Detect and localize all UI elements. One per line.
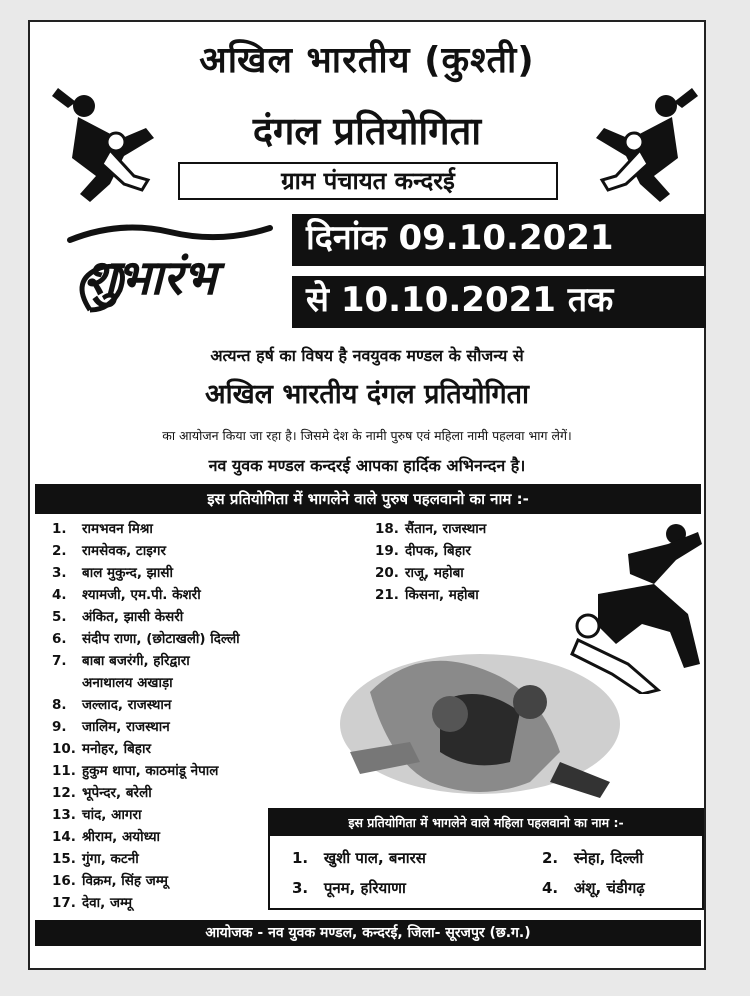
intro-line-3: का आयोजन किया जा रहा है। जिसमे देश के नामी पुरुष एवं महिला नामी पहलवा भाग लेगें। bbox=[162, 428, 572, 443]
men-list-item bbox=[52, 540, 240, 562]
men-list-num: 3. bbox=[52, 565, 67, 581]
women-entry-num: 2. bbox=[542, 849, 559, 867]
men-list-num: 2. bbox=[52, 543, 67, 559]
men-list-item bbox=[52, 716, 240, 738]
men-list-name: विक्रम, सिंह जम्मू bbox=[82, 873, 168, 889]
poster bbox=[28, 20, 706, 970]
men-list-item bbox=[52, 584, 240, 606]
women-entry-name: अंशू, चंडीगढ़ bbox=[573, 879, 645, 897]
men-list-item bbox=[52, 826, 240, 848]
men-list-num: 12. bbox=[52, 785, 76, 801]
men-list-name: बाल मुकुन्द, झासी bbox=[82, 565, 173, 581]
women-list-box bbox=[268, 808, 704, 910]
men-list-item bbox=[52, 760, 240, 782]
men-list-item bbox=[52, 518, 240, 540]
shubharambh-text: शुभारंभ bbox=[84, 250, 217, 306]
men-list-item bbox=[375, 540, 486, 562]
men-list-item bbox=[52, 848, 240, 870]
women-entry-name: खुशी पाल, बनारस bbox=[323, 849, 426, 867]
shubharambh-calligraphy bbox=[60, 210, 280, 320]
men-list-item bbox=[375, 562, 486, 584]
men-list-item bbox=[375, 518, 486, 540]
women-entry-num: 3. bbox=[292, 879, 309, 897]
men-list-item bbox=[52, 804, 240, 826]
men-list-num: 17. bbox=[52, 895, 76, 911]
men-list-name: श्यामजी, एम.पी. केशरी bbox=[82, 587, 201, 603]
men-list-name: सैंतान, राजस्थान bbox=[405, 521, 487, 537]
men-list-col-1 bbox=[52, 518, 240, 914]
men-list-num: 14. bbox=[52, 829, 76, 845]
men-list-num: 4. bbox=[52, 587, 67, 603]
women-entry bbox=[542, 848, 643, 868]
women-entry-name: स्नेहा, दिल्ली bbox=[573, 849, 644, 867]
intro-line-1: अत्यन्त हर्ष का विषय है नवयुवक मण्डल के सौजन्य से bbox=[210, 346, 524, 365]
women-entry-name: पूनम, हरियाणा bbox=[323, 879, 406, 897]
men-list-name: अनाथालय अखाड़ा bbox=[82, 675, 173, 691]
men-list-item bbox=[52, 738, 240, 760]
organizer-footer: आयोजक - नव युवक मण्डल, कन्दरई, जिला- सूरजपुर (छ.ग.) bbox=[35, 920, 701, 946]
men-list-name: किसना, महोबा bbox=[405, 587, 479, 603]
men-list-col-2 bbox=[375, 518, 486, 606]
men-list-name: भूपेन्दर, बरेली bbox=[82, 785, 152, 801]
intro-heading: अखिल भारतीय दंगल प्रतियोगिता bbox=[204, 379, 530, 410]
men-list-num: 18. bbox=[375, 521, 399, 537]
men-list-num: 15. bbox=[52, 851, 76, 867]
men-list-num: 21. bbox=[375, 587, 399, 603]
men-list-name: रामसेवक, टाइगर bbox=[82, 543, 166, 559]
date-from: दिनांक 09.10.2021 bbox=[292, 214, 706, 266]
title-line-2: दंगल प्रतियोगिता bbox=[252, 109, 482, 153]
intro-line-4: नव युवक मण्डल कन्दरई आपका हार्दिक अभिनन्दन है। bbox=[208, 456, 526, 475]
men-list-item bbox=[52, 892, 240, 914]
men-list-item bbox=[52, 870, 240, 892]
men-list-num: 5. bbox=[52, 609, 67, 625]
men-list-num: 16. bbox=[52, 873, 76, 889]
men-list-item bbox=[52, 672, 240, 694]
women-entry bbox=[292, 848, 426, 868]
men-list-name: संदीप राणा, (छोटाखली) दिल्ली bbox=[82, 631, 240, 647]
title-line-1: अखिल भारतीय (कुश्ती) bbox=[199, 40, 535, 81]
women-entry bbox=[542, 878, 645, 898]
men-list-name: रामभवन मिश्रा bbox=[82, 521, 153, 537]
men-list-header: इस प्रतियोगिता में भागलेने वाले पुरुष पहलवानो का नाम :- bbox=[35, 484, 701, 514]
men-list-name: देवा, जम्मू bbox=[82, 895, 133, 911]
men-list-num: 13. bbox=[52, 807, 76, 823]
men-list-item bbox=[52, 628, 240, 650]
women-entry bbox=[292, 878, 406, 898]
men-list-name: श्रीराम, अयोध्या bbox=[82, 829, 161, 845]
women-entry-num: 4. bbox=[542, 879, 559, 897]
men-list-item bbox=[52, 606, 240, 628]
men-list-num: 20. bbox=[375, 565, 399, 581]
men-list-num: 9. bbox=[52, 719, 67, 735]
men-list-num: 11. bbox=[52, 763, 76, 779]
men-list-num: 6. bbox=[52, 631, 67, 647]
men-list-name: चांद, आगरा bbox=[82, 807, 142, 823]
men-list-name: गुंगा, कटनी bbox=[82, 851, 139, 867]
men-list-name: अंकित, झासी केसरी bbox=[82, 609, 184, 625]
men-list-name: हुकुम थापा, काठमांडू नेपाल bbox=[82, 763, 219, 779]
men-list-name: बाबा बजरंगी, हरिद्वारा bbox=[82, 653, 190, 669]
village-label: ग्राम पंचायत कन्दरई bbox=[178, 162, 558, 200]
men-list-name: जालिम, राजस्थान bbox=[82, 719, 170, 735]
men-list-item bbox=[375, 584, 486, 606]
men-list-name: राजू, महोबा bbox=[405, 565, 464, 581]
men-list-item bbox=[52, 562, 240, 584]
men-list-item bbox=[52, 694, 240, 716]
men-list-num: 8. bbox=[52, 697, 67, 713]
men-list-item bbox=[52, 650, 240, 672]
men-list-num: 1. bbox=[52, 521, 67, 537]
women-list-header: इस प्रतियोगिता में भागलेने वाले महिला पहलवानो का नाम :- bbox=[270, 810, 702, 836]
men-list-item bbox=[52, 782, 240, 804]
men-list-name: जल्लाद, राजस्थान bbox=[82, 697, 172, 713]
men-list-num: 10. bbox=[52, 741, 76, 757]
women-entry-num: 1. bbox=[292, 849, 309, 867]
men-list-num: 19. bbox=[375, 543, 399, 559]
date-to: से 10.10.2021 तक bbox=[292, 276, 706, 328]
men-list-num: 7. bbox=[52, 653, 67, 669]
wrestling-photo bbox=[330, 632, 620, 812]
men-list-name: दीपक, बिहार bbox=[405, 543, 471, 559]
men-list-name: मनोहर, बिहार bbox=[82, 741, 151, 757]
